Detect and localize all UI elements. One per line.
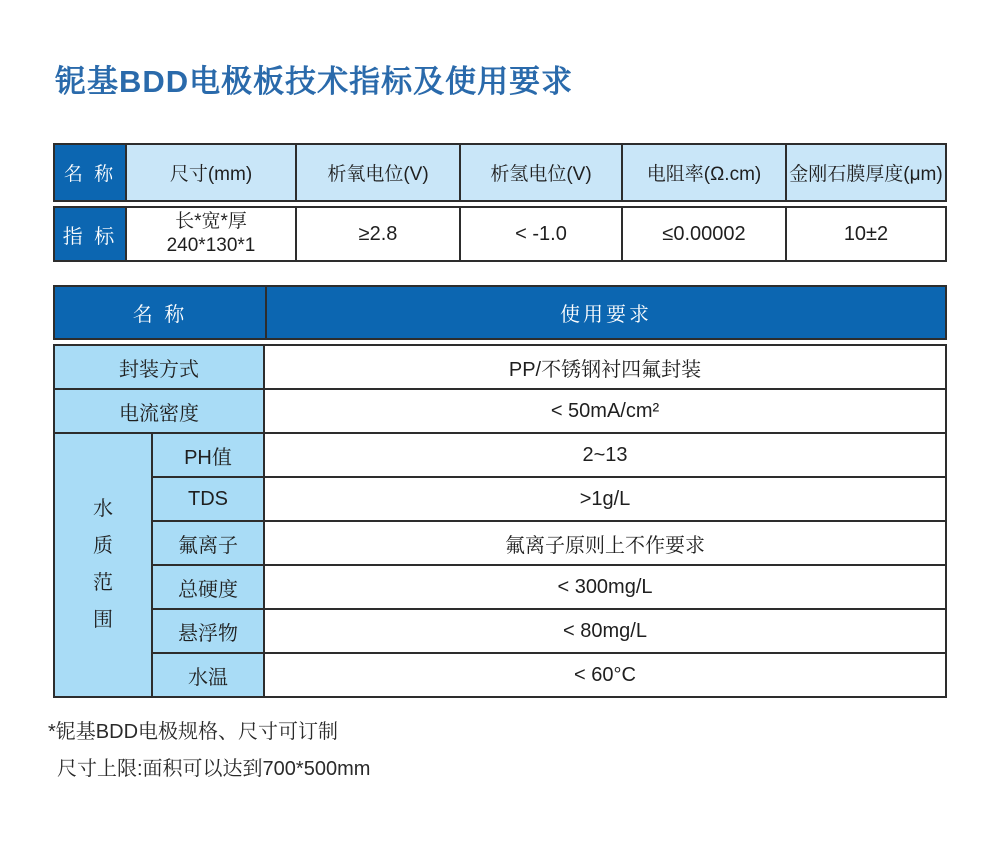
spec-header-size: 尺寸(mm) xyxy=(127,145,295,200)
water-row-fluoride-value: 氟离子原则上不作要求 xyxy=(265,522,945,564)
usage-table-header-row xyxy=(53,285,947,340)
water-row-temperature-label: 水温 xyxy=(153,654,263,696)
footnotes xyxy=(48,714,370,788)
spec-row-label: 指 标 xyxy=(55,208,125,260)
spec-value-resistivity: ≤0.00002 xyxy=(623,208,785,260)
spec-value-oxygen-potential: ≥2.8 xyxy=(297,208,459,260)
footnote-customization: *铌基BDD电极规格、尺寸可订制 xyxy=(48,721,339,743)
water-row-fluoride-label: 氟离子 xyxy=(153,522,263,564)
spec-header-name: 名 称 xyxy=(55,145,125,200)
usage-row-current-density-label: 电流密度 xyxy=(55,390,263,432)
water-row-hardness-value: < 300mg/L xyxy=(265,566,945,608)
usage-header-name: 名 称 xyxy=(55,287,265,338)
usage-row-current-density-value: < 50mA/cm² xyxy=(265,390,945,432)
footnote-size-limit: 尺寸上限:面积可以达到700*500mm xyxy=(57,758,371,780)
water-quality-group-label-text: 水质范围 xyxy=(93,498,113,631)
spec-header-resistivity: 电阻率(Ω.cm) xyxy=(623,145,785,200)
usage-row-encapsulation-label: 封装方式 xyxy=(55,346,263,388)
usage-header-requirement: 使用要求 xyxy=(267,287,945,338)
spec-header-diamond-film-thickness: 金刚石膜厚度(μm) xyxy=(787,145,945,200)
spec-value-size-line1: 长*宽*厚 xyxy=(175,211,247,232)
usage-row-encapsulation-value: PP/不锈钢衬四氟封装 xyxy=(265,346,945,388)
usage-table xyxy=(53,285,947,698)
spec-table xyxy=(53,143,947,262)
water-row-suspended-solids-value: < 80mg/L xyxy=(265,610,945,652)
water-quality-group-label xyxy=(55,434,151,696)
page-title: 铌基BDD电极板技术指标及使用要求 xyxy=(55,64,574,99)
spec-header-oxygen-potential: 析氧电位(V) xyxy=(297,145,459,200)
water-row-ph-value: 2~13 xyxy=(265,434,945,476)
water-row-tds-value: >1g/L xyxy=(265,478,945,520)
spec-value-size xyxy=(127,208,295,260)
spec-table-header-row xyxy=(53,143,947,202)
water-row-suspended-solids-label: 悬浮物 xyxy=(153,610,263,652)
spec-value-size-line2: 240*130*1 xyxy=(166,235,256,256)
usage-table-body xyxy=(53,344,947,698)
water-row-ph-label: PH值 xyxy=(153,434,263,476)
spec-header-hydrogen-potential: 析氢电位(V) xyxy=(461,145,621,200)
spec-table-value-row xyxy=(53,206,947,262)
spec-value-hydrogen-potential: < -1.0 xyxy=(461,208,621,260)
spec-value-diamond-film-thickness: 10±2 xyxy=(787,208,945,260)
water-row-tds-label: TDS xyxy=(153,478,263,520)
water-row-temperature-value: < 60°C xyxy=(265,654,945,696)
water-row-hardness-label: 总硬度 xyxy=(153,566,263,608)
